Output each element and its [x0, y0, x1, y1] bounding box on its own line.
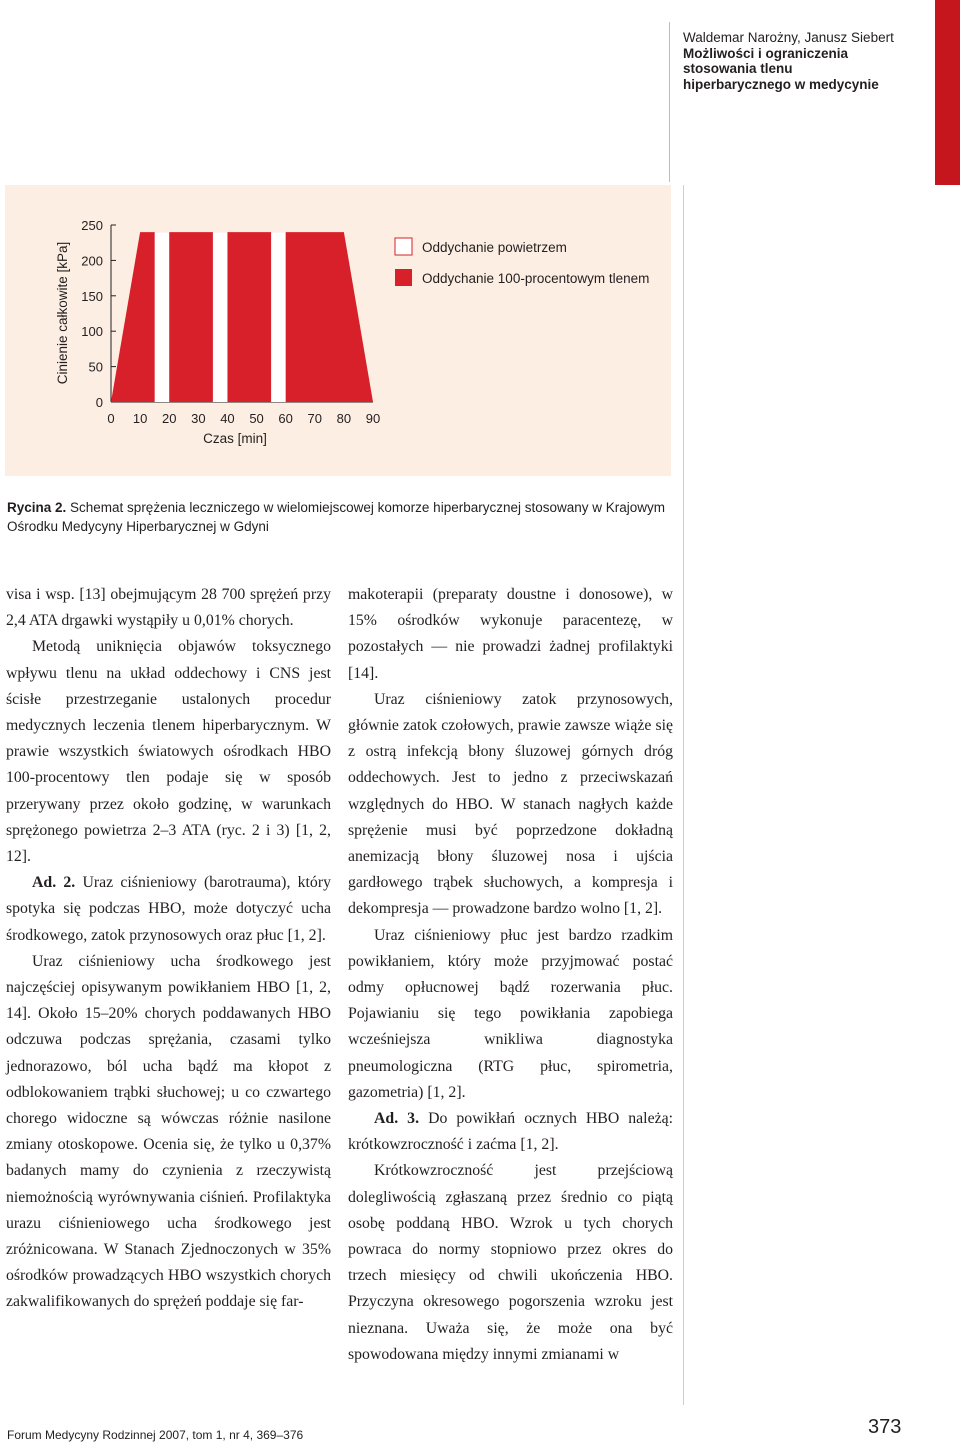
x-tick-label: 20 [161, 411, 177, 426]
paragraph: Uraz ciśnieniowy ucha środkowego jest najczęściej opisywanym powikłaniem HBO [1, 2, 14]. Około 15–20% chorych poddawanych HBO odczuwa podczas sprężania, czasami tylko jednorazowo, ból ucha bądź ma kłopot z odblokowaniem trąbki słuchowej; u co czwartego chorego widoczne są wówczas różnie nasilone zmiany otoskopowe. Ocenia się, że tylko u 0,37% badanych mamy do czynienia z rzeczywistą niemożnością wyrównywania ciśnień. Profilaktyka urazu ciśnieniowego ucha środkowego jest zróżnicowana. W Stanach Zjednoczonych w 35% ośrodków prowadzących HBO wszystkich chorych zakwalifikowanych do sprężeń poddaje się far- [6, 952, 331, 1311]
right-column [348, 582, 673, 1368]
paragraph: Krótkowzroczność jest przejściową dolegliwością zgłaszaną przez średnio co piątą osobę poddaną HBO. Wzrok u tych chorych powraca do normy stopniowo przez okres do trzech miesięcy od chwili ukończenia HBO. Przyczyna okresowego pogorszenia wzroku jest nieznana. Uważa się, że może ona być spowodowana między innymi zmianami w [348, 1162, 673, 1363]
x-tick-label: 40 [220, 411, 235, 426]
paragraph: Metodą uniknięcia objawów toksycznego wpływu tlenu na układ oddechowy i CNS jest ścisłe przestrzeganie ustalonych procedur medycznych leczenia tlenem hiperbarycznym. W prawie wszystkich światowych ośrodkach HBO 100-procentowy tlen podaje się w sposób przerywany przez około godzinę, w warunkach sprężonego powietrza 2–3 ATA (ryc. 2 i 3) [1, 2, 12]. [6, 638, 331, 866]
section-label: Ad. 3. [374, 1110, 420, 1128]
paragraph: visa i wsp. [13] obejmującym 28 700 sprężeń przy 2,4 ATA drgawki wystąpiły u 0,01% chorych. [6, 586, 331, 630]
y-tick-label: 150 [81, 288, 103, 304]
paragraph-text: Do powikłań ocznych HBO należą: krótkowzroczność i zaćma [1, 2]. [348, 1110, 673, 1154]
paragraph [6, 870, 331, 949]
air-break-bar [271, 232, 286, 402]
legend-label: Oddychanie powietrzem [422, 240, 567, 255]
x-tick-label: 80 [336, 411, 352, 426]
section-label: Ad. 2. [32, 874, 76, 892]
y-tick-label: 0 [95, 395, 103, 410]
paragraph: Uraz ciśnieniowy płuc jest bardzo rzadkim powikłaniem, który może przyjmować postać odmy opłucnowej bądź rozerwania płuc. Pojawianiu się tego powikłania zapobiega wcześniejsza wnikliwa diagnostyka pneumologiczna (RTG płuc, spirometria, gazometria) [1, 2]. [348, 926, 673, 1101]
paragraph: Uraz ciśnieniowy zatok przynosowych, głównie zatok czołowych, prawie zawsze wiąże się z ostrą infekcją błony śluzowej górnych dróg oddechowych. Jest to jedno z przeciwskazań względnych do HBO. W stanach nagłych każde sprężenie musi być poprzedzone dokładną anemizacją błony śluzowej nosa i ujścia gardłowego trąbek słuchowych, a kompresja i dekompresja — prowadzone bardzo wolno [1, 2]. [348, 690, 673, 918]
x-tick-label: 70 [307, 411, 323, 426]
legend-label: Oddychanie 100-procentowym tlenem [422, 271, 650, 286]
figure-caption [7, 498, 672, 536]
header-authors: Waldemar Narożny, Janusz Siebert [683, 30, 894, 45]
paragraph [348, 1106, 673, 1158]
caption-text: Schemat sprężenia leczniczego w wielomiejscowej komorze hiperbarycznej stosowany w Krajowym Ośrodku Medycyny Hiperbarycznej w Gdyni [7, 500, 666, 534]
y-tick-label: 250 [81, 218, 103, 233]
accent-red-bar [935, 0, 960, 185]
x-axis-label: Czas [min] [203, 431, 267, 446]
air-break-bar [213, 232, 228, 402]
x-tick-label: 10 [132, 411, 148, 426]
left-column [6, 582, 331, 1316]
air-break-bar [155, 232, 170, 402]
x-tick-label: 30 [191, 411, 206, 426]
journal-footer: Forum Medycyny Rodzinnej 2007, tom 1, nr 4, 369–376 [7, 1428, 304, 1442]
y-tick-label: 50 [88, 359, 103, 375]
x-tick-label: 0 [107, 411, 115, 426]
legend-swatch [395, 269, 412, 286]
paragraph: makoterapii (preparaty doustne i donosowe), w 15% ośrodków wykonuje paracentezę, w pozostałych — nie prowadzi żadnej profilaktyki [14]. [348, 586, 673, 682]
header-divider [669, 22, 670, 182]
x-tick-label: 60 [278, 411, 293, 426]
pressure-chart [5, 185, 671, 476]
y-tick-label: 200 [81, 253, 103, 269]
legend-swatch [395, 238, 412, 255]
x-tick-label: 50 [249, 411, 264, 426]
caption-label: Rycina 2. [7, 500, 67, 515]
figure-2 [5, 185, 671, 476]
x-tick-label: 90 [365, 411, 381, 426]
y-tick-label: 100 [81, 324, 103, 340]
header-title-line-3: hiperbarycznego w medycynie [683, 76, 879, 92]
paragraph-text: Uraz ciśnieniowy (barotrauma), który spotyka się podczas HBO, może dotyczyć ucha środkowego, zatok przynosowych oraz płuc [1, 2]. [6, 874, 331, 944]
y-axis-label: Cinienie całkowite [kPa] [55, 241, 70, 385]
running-header [683, 30, 923, 92]
oxygen-area [111, 232, 373, 402]
header-title-line-1: Możliwości i ograniczenia [683, 45, 849, 61]
header-title-line-2: stosowania tlenu [683, 61, 793, 76]
page-number: 373 [868, 1416, 902, 1438]
column-divider [683, 185, 684, 1405]
